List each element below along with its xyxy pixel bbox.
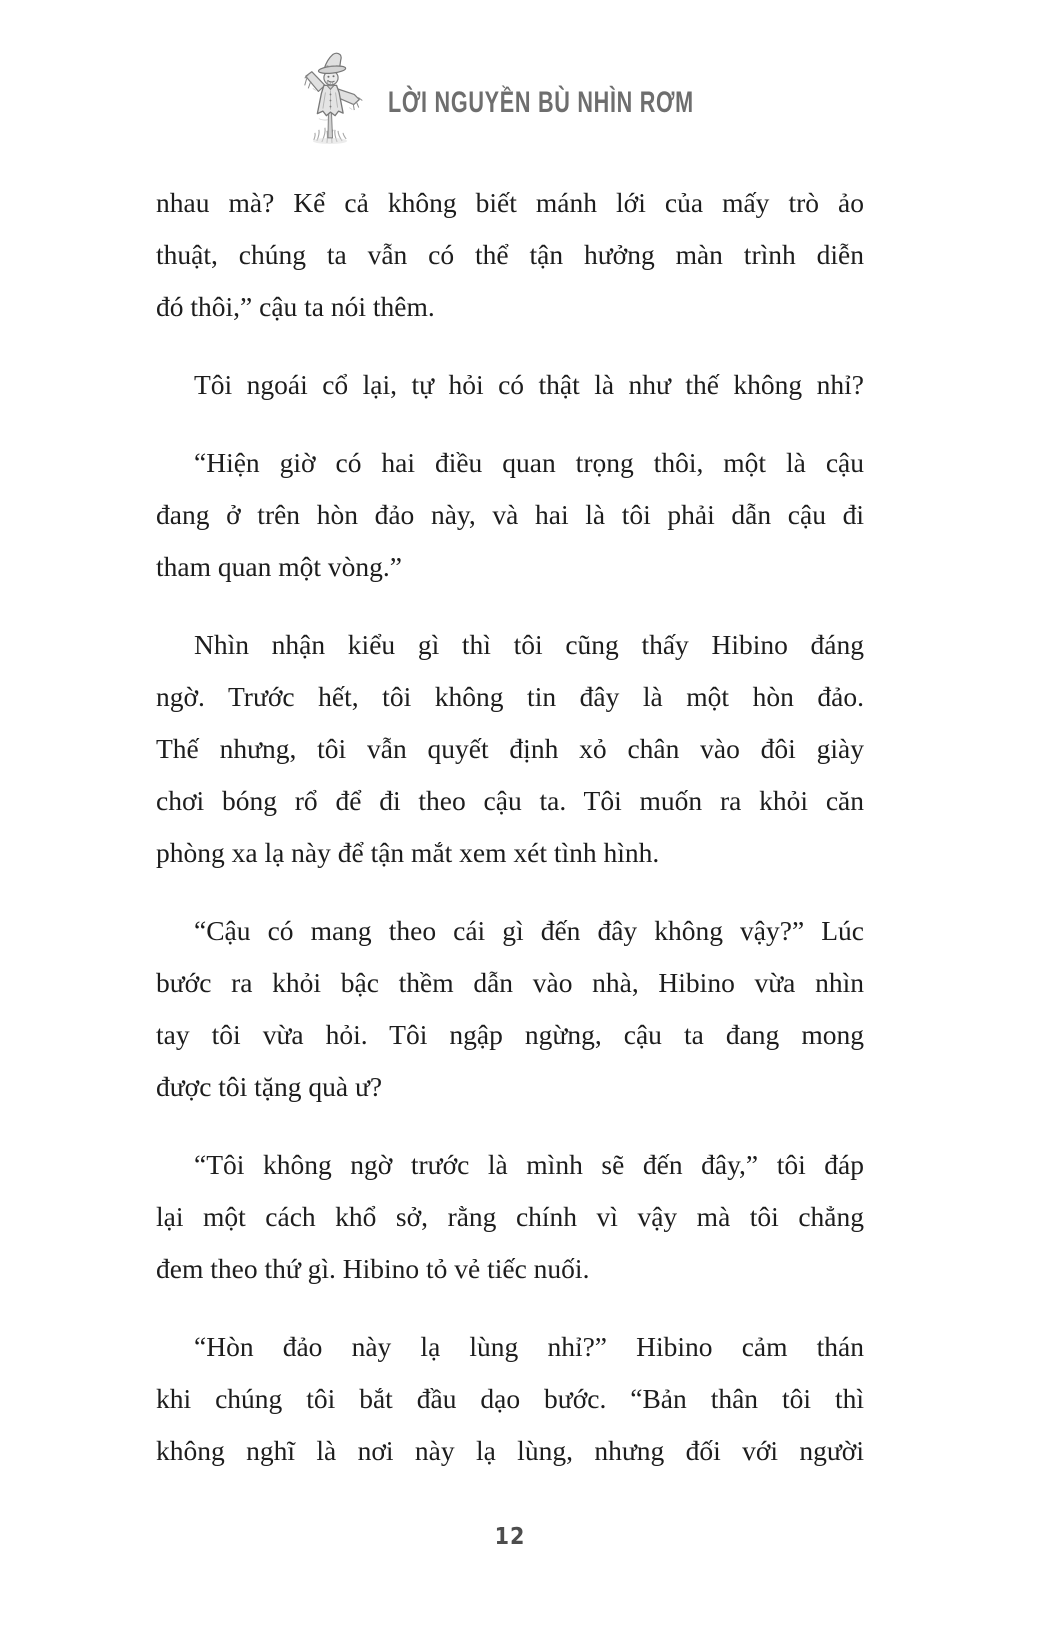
text-line: khi chúng tôi bắt đầu dạo bước. “Bản thân tôi thì	[156, 1383, 864, 1414]
paragraph	[156, 437, 864, 593]
text-line: Tôi ngoái cổ lại, tự hỏi có thật là như thế không nhỉ?	[194, 369, 864, 400]
text-line: không nghĩ là nơi này lạ lùng, nhưng đối với người	[156, 1435, 864, 1466]
text-line: đó thôi,” cậu ta nói thêm.	[156, 291, 435, 322]
text-line: chơi bóng rổ để đi theo cậu ta. Tôi muốn ra khỏi căn	[156, 785, 864, 816]
text-line: phòng xa lạ này để tận mắt xem xét tình hình.	[156, 837, 660, 868]
paragraph	[156, 1321, 864, 1477]
text-line: “Tôi không ngờ trước là mình sẽ đến đây,” tôi đáp	[194, 1149, 864, 1180]
text-line: thuật, chúng ta vẫn có thể tận hưởng màn trình diễn	[156, 239, 864, 270]
text-line: “Hòn đảo này lạ lùng nhỉ?” Hibino cảm thán	[194, 1331, 864, 1362]
text-line: ngờ. Trước hết, tôi không tin đây là một hòn đảo.	[156, 681, 864, 712]
paragraph	[156, 619, 864, 879]
text-line: “Hiện giờ có hai điều quan trọng thôi, một là cậu	[194, 447, 864, 478]
text-line: Thế nhưng, tôi vẫn quyết định xỏ chân vào đôi giày	[156, 733, 864, 764]
scarecrow-illustration	[296, 52, 368, 148]
text-line: lại một cách khổ sở, rằng chính vì vậy mà tôi chẳng	[156, 1201, 864, 1232]
text-line: nhau mà? Kể cả không biết mánh lới của mấy trò ảo	[156, 187, 864, 218]
paragraph	[156, 905, 864, 1113]
text-line: Nhìn nhận kiểu gì thì tôi cũng thấy Hibino đáng	[194, 629, 864, 660]
paragraph	[156, 177, 864, 333]
text-line: “Cậu có mang theo cái gì đến đây không vậy?” Lúc	[194, 915, 864, 946]
text-line: được tôi tặng quà ư?	[156, 1071, 383, 1102]
paragraph	[156, 1139, 864, 1295]
text-line: bước ra khỏi bậc thềm dẫn vào nhà, Hibino vừa nhìn	[156, 967, 864, 998]
page-number: 12	[494, 1524, 526, 1550]
paragraph	[156, 359, 864, 411]
chapter-title: LỜI NGUYỀN BÙ NHÌN RƠM	[388, 86, 694, 119]
body-text	[156, 177, 864, 1477]
text-line: đem theo thứ gì. Hibino tỏ vẻ tiếc nuối.	[156, 1253, 590, 1284]
text-line: tay tôi vừa hỏi. Tôi ngập ngừng, cậu ta đang mong	[156, 1019, 864, 1050]
page-header	[0, 0, 1040, 160]
scarecrow-icon	[296, 52, 368, 148]
text-line: tham quan một vòng.”	[156, 551, 402, 582]
text-line: đang ở trên hòn đảo này, và hai là tôi phải dẫn cậu đi	[156, 499, 864, 530]
